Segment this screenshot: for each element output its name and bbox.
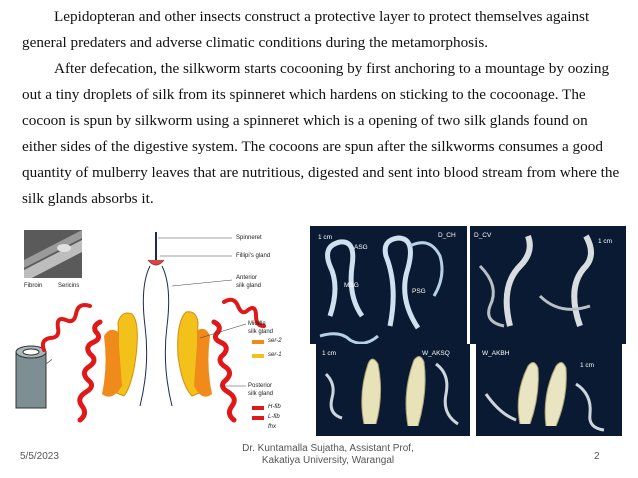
paragraph-2-text: After defecation, the silkworm starts cocooning by first anchoring to a mountage by oozing out a tiny droplets of silk from its spinneret which hardens on sticking to the cocoonage. The cocoon is spun by silkworm using a spinneret which is a opening of two silk glands found on either sides of the digestive system. The cocoons are spun after the silkworms consumes a good quantity of mulberry leaves that are nutritious, digested and sent into blood stream from where the silk glands absorbs it. xyxy=(22,60,620,207)
photo-d-ch xyxy=(310,226,467,344)
photo-d-cv-label: D_CV xyxy=(474,232,492,239)
msg-label: MSG xyxy=(344,282,359,289)
photo-d-cv xyxy=(470,226,626,344)
fibroin-label: Fibroin xyxy=(24,283,43,289)
paragraph-2 xyxy=(22,56,622,212)
scale-label: 1 cm xyxy=(580,362,595,369)
ser2-label: ser-2 xyxy=(268,338,282,344)
photo-w-akbh xyxy=(476,344,622,436)
hfib-label: H-fib xyxy=(268,404,281,410)
photo-w-akbh-label: W_AKBH xyxy=(482,350,510,357)
fillipi-gland-label: Fillipi's gland xyxy=(236,253,271,259)
posterior-gland-label: Posterior silk gland xyxy=(248,383,274,397)
middle-gland-label: Middle silk gland xyxy=(248,321,274,335)
footer-page-number: 2 xyxy=(594,451,600,462)
fhx-label: fhx xyxy=(268,424,277,430)
scale-label: 1 cm xyxy=(318,234,333,241)
silk-gland-diagram xyxy=(0,226,310,438)
paragraph-1 xyxy=(22,4,622,56)
footer-author: Dr. Kuntamalla Sujatha, Assistant Prof, Kakatiya University, Warangal xyxy=(242,443,414,466)
footer-date: 5/5/2023 xyxy=(20,451,59,462)
spinneret-label: Spinneret xyxy=(236,235,262,241)
scale-label: 1 cm xyxy=(598,238,613,245)
anterior-gland-label: Anterior silk gland xyxy=(236,275,262,289)
psg-label: PSG xyxy=(412,288,426,295)
photo-w-aksq xyxy=(316,344,470,436)
photo-d-ch-label: D_CH xyxy=(438,232,456,239)
ser1-label: ser-1 xyxy=(268,352,282,358)
paragraph-1-text: Lepidopteran and other insects construct a protective layer to protect themselves against general predaters and adverse climatic conditions during the metamorphosis. xyxy=(22,8,590,51)
scale-label: 1 cm xyxy=(322,350,337,357)
lfib-label: L-fib xyxy=(268,414,280,420)
photo-w-aksq-label: W_AKSQ xyxy=(422,350,450,357)
sericins-label: Sericins xyxy=(58,283,80,289)
asg-label: ASG xyxy=(354,244,368,251)
